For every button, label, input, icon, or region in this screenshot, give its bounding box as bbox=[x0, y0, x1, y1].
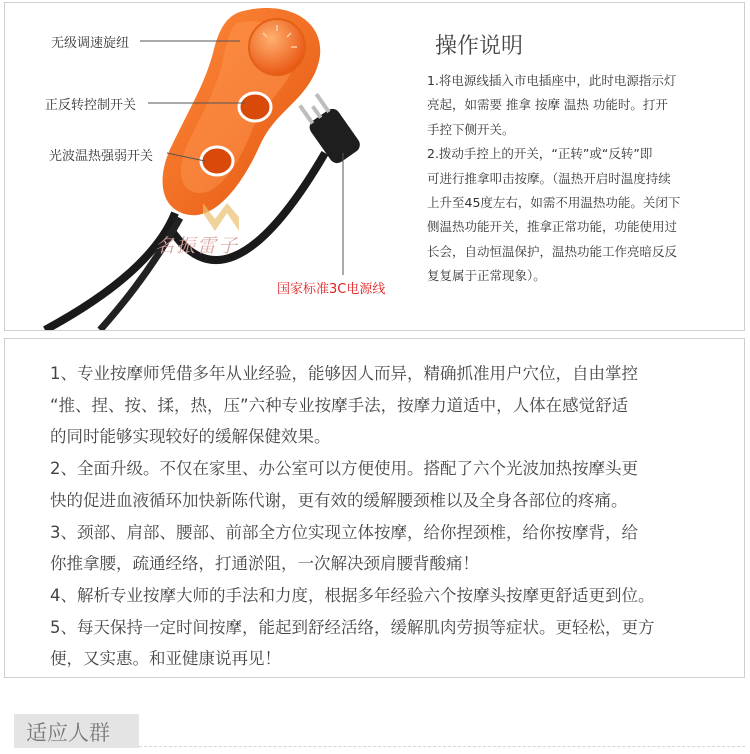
feature-item bbox=[50, 453, 720, 516]
product-panel bbox=[4, 2, 745, 331]
feature-line: 便，又实惠。和亚健康说再见！ bbox=[50, 649, 281, 669]
operation-line: 1.将电源线插入市电插座中，此时电源指示灯 bbox=[427, 73, 677, 88]
power-cord-callout: 国家标准3C电源线 bbox=[277, 282, 386, 297]
operation-line: 亮起，如需要 推拿 按摩 温热 功能时。打开 bbox=[427, 97, 668, 113]
feature-item bbox=[50, 517, 720, 580]
operation-line: 长会，自动恒温保护，温热功能工作亮暗反反 bbox=[427, 243, 678, 259]
direction-switch bbox=[239, 93, 271, 121]
heat-switch-callout: 光波温热强弱开关 bbox=[49, 149, 154, 164]
operation-line: 可进行推拿叩击按摩。（温热开启时温度持续 bbox=[427, 170, 671, 186]
brand-watermark: 名振雷子 bbox=[155, 235, 240, 257]
feature-item bbox=[50, 612, 720, 675]
feature-line: 2、全面升级。不仅在家里、办公室可以方便使用。搭配了六个光波加热按摩头更 bbox=[50, 459, 638, 479]
heat-switch bbox=[201, 147, 233, 175]
feature-list bbox=[50, 358, 720, 675]
section-title: 适应人群 bbox=[26, 721, 110, 745]
operation-line: 侧温热功能开关，推拿正常功能，功能使用过 bbox=[427, 219, 678, 235]
direction-switch-callout: 正反转控制开关 bbox=[45, 98, 137, 113]
operation-instructions bbox=[427, 69, 727, 289]
plug bbox=[295, 89, 363, 166]
operation-line: 上升至45度左右，如需不用温热功能。关闭下 bbox=[427, 195, 681, 211]
feature-line: 1、专业按摩师凭借多年从业经验，能够因人而异，精确抓准用户穴位，自由掌控 bbox=[50, 364, 638, 383]
section-header bbox=[14, 714, 139, 748]
feature-item bbox=[50, 580, 720, 612]
operation-line: 手控下侧开关。 bbox=[427, 121, 515, 137]
knob-callout: 无级调速旋纽 bbox=[51, 36, 130, 51]
feature-line: 4、解析专业按摩大师的手法和力度，根据多年经验六个按摩头按摩更舒适更到位。 bbox=[50, 585, 655, 605]
feature-line: “推、捏、按、揉，热，压”六种专业按摩手法，按摩力道适中，人体在感觉舒适 bbox=[50, 395, 629, 415]
operation-title: 操作说明 bbox=[435, 34, 524, 59]
operation-line: 复复属于正常现象）。 bbox=[427, 268, 546, 284]
feature-item bbox=[50, 358, 720, 453]
operation-line: 2.拨动手控上的开关，“正转”或“反转”即 bbox=[427, 146, 653, 162]
feature-line: 的同时能够实现较好的缓解保健效果。 bbox=[50, 427, 331, 447]
section-divider bbox=[139, 746, 745, 747]
feature-line: 你推拿腰，疏通经络，打通淤阻，一次解决颈肩腰背酸痛！ bbox=[50, 554, 479, 574]
feature-line: 快的促进血液循环加快新陈代谢，更有效的缓解腰颈椎以及全身各部位的疼痛。 bbox=[50, 490, 628, 510]
feature-line: 3、颈部、肩部、腰部、前部全方位实现立体按摩，给你捏颈椎，给你按摩背，给 bbox=[50, 522, 638, 542]
feature-line: 5、每天保持一定时间按摩，能起到舒经活络，缓解肌肉劳损等症状。更轻松，更方 bbox=[50, 617, 655, 637]
